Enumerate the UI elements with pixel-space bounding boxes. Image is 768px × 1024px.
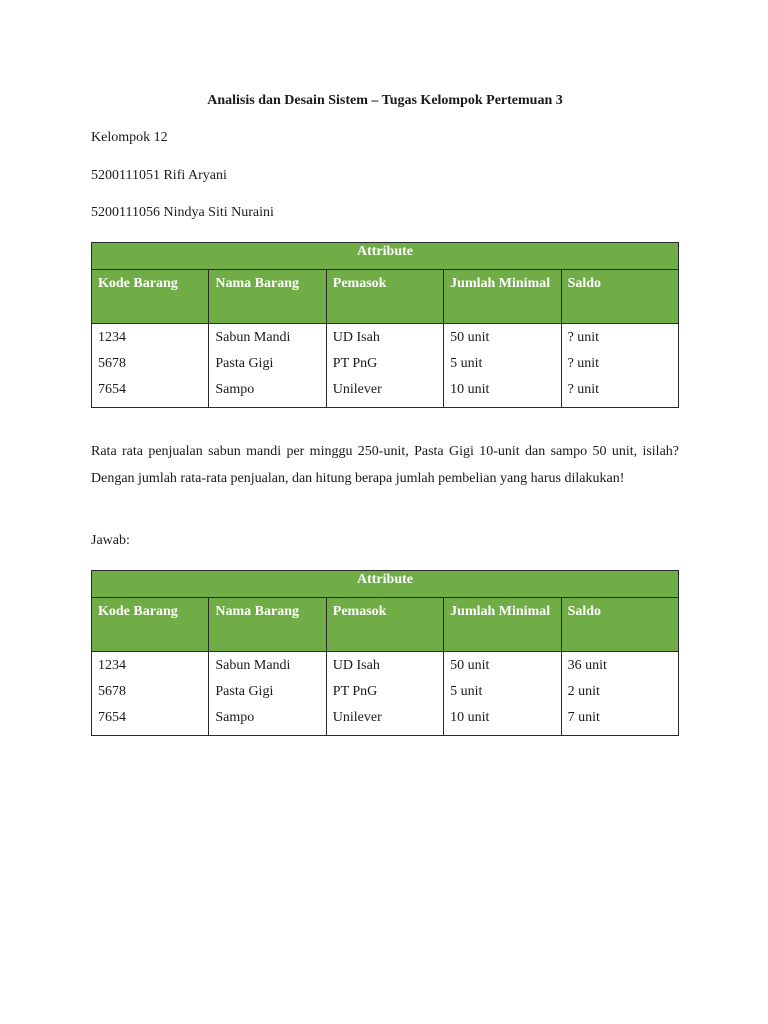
table-cell: ? unit <box>561 351 678 377</box>
table-cell: Unilever <box>326 377 443 408</box>
table-cell: 36 unit <box>561 652 678 680</box>
table-row <box>92 705 679 736</box>
table-cell: ? unit <box>561 324 678 352</box>
column-header-nama: Nama Barang <box>209 598 326 652</box>
table-cell: 10 unit <box>444 377 561 408</box>
column-header-pemasok: Pemasok <box>326 598 443 652</box>
attribute-table-1 <box>91 242 679 408</box>
table-cell: UD Isah <box>326 324 443 352</box>
table-row <box>92 679 679 705</box>
table-cell: Sabun Mandi <box>209 652 326 680</box>
attribute-table-2 <box>91 570 679 736</box>
table-cell: 1234 <box>92 324 209 352</box>
column-header-jumlah: Jumlah Minimal <box>444 598 561 652</box>
table-cell: UD Isah <box>326 652 443 680</box>
answer-label: Jawab: <box>91 533 130 548</box>
table-cell: 5678 <box>92 351 209 377</box>
table-cell: 7654 <box>92 705 209 736</box>
column-header-saldo: Saldo <box>561 270 678 324</box>
column-header-saldo: Saldo <box>561 598 678 652</box>
table-cell: Sampo <box>209 377 326 408</box>
member-1: 5200111051 Rifi Aryani <box>91 168 227 183</box>
group-label: Kelompok 12 <box>91 130 168 145</box>
table-cell: Sabun Mandi <box>209 324 326 352</box>
table-cell: Unilever <box>326 705 443 736</box>
table-row <box>92 324 679 352</box>
member-2: 5200111056 Nindya Siti Nuraini <box>91 205 274 220</box>
table-cell: Sampo <box>209 705 326 736</box>
table-cell: 5678 <box>92 679 209 705</box>
column-header-jumlah: Jumlah Minimal <box>444 270 561 324</box>
table-cell: 7 unit <box>561 705 678 736</box>
table-group-header: Attribute <box>92 571 679 598</box>
table-cell: 2 unit <box>561 679 678 705</box>
column-header-pemasok: Pemasok <box>326 270 443 324</box>
table-cell: 10 unit <box>444 705 561 736</box>
column-header-kode: Kode Barang <box>92 598 209 652</box>
table-cell: 5 unit <box>444 351 561 377</box>
document-title: Analisis dan Desain Sistem – Tugas Kelompok Pertemuan 3 <box>207 93 563 108</box>
table-cell: PT PnG <box>326 679 443 705</box>
table-cell: PT PnG <box>326 351 443 377</box>
table-cell: 50 unit <box>444 324 561 352</box>
table-group-header: Attribute <box>92 243 679 270</box>
table-cell: ? unit <box>561 377 678 408</box>
table-cell: Pasta Gigi <box>209 351 326 377</box>
table-row <box>92 351 679 377</box>
table-cell: 7654 <box>92 377 209 408</box>
table-row <box>92 652 679 680</box>
table-cell: 1234 <box>92 652 209 680</box>
table-cell: 5 unit <box>444 679 561 705</box>
question-paragraph: Rata rata penjualan sabun mandi per minggu 250-unit, Pasta Gigi 10-unit dan sampo 50 unit, isilah? Dengan jumlah rata-rata penjualan, dan hitung berapa jumlah pembelian yang harus dilakukan! <box>91 444 679 486</box>
table-cell: 50 unit <box>444 652 561 680</box>
table-cell: Pasta Gigi <box>209 679 326 705</box>
column-header-kode: Kode Barang <box>92 270 209 324</box>
column-header-nama: Nama Barang <box>209 270 326 324</box>
table-row <box>92 377 679 408</box>
